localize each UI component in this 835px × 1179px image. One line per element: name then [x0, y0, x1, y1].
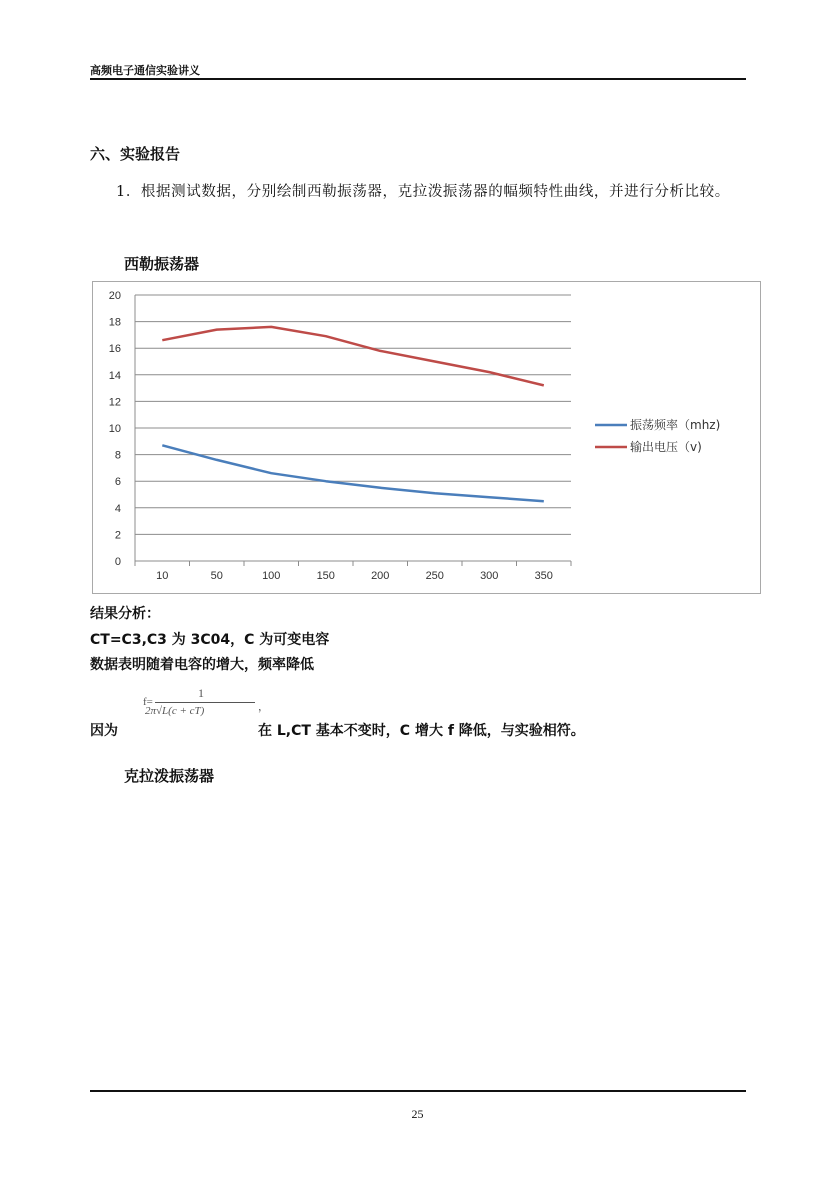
- section-heading: 六、实验报告: [90, 145, 181, 163]
- formula-lhs: f=: [143, 696, 153, 708]
- conclusion-text: 在 L,CT 基本不变时，C 增大 f 降低，与实验相符。: [258, 723, 585, 739]
- x-tick-label: 200: [371, 570, 390, 582]
- formula-comma: ，: [258, 701, 269, 713]
- line-chart: [92, 281, 761, 594]
- y-tick-label: 18: [108, 316, 121, 329]
- x-tick-label: 50: [210, 570, 223, 582]
- formula-fraction-bar: [155, 702, 255, 703]
- x-tick-label: 350: [534, 570, 553, 582]
- y-tick-label: 16: [108, 343, 121, 356]
- subheading-clapp: 克拉泼振荡器: [124, 767, 215, 785]
- x-tick-label: 100: [262, 570, 281, 582]
- x-tick-label: 150: [316, 570, 335, 582]
- y-tick-label: 2: [114, 529, 121, 542]
- y-tick-label: 14: [108, 369, 121, 382]
- analysis-line-3: 数据表明随着电容的增大，频率降低: [90, 657, 314, 673]
- because-label: 因为: [90, 723, 118, 739]
- y-tick-label: 6: [114, 476, 121, 489]
- header-rule: [90, 78, 746, 80]
- series-line-2: [162, 327, 544, 386]
- analysis-label: 结果分析：: [90, 606, 160, 622]
- legend-label: 振荡频率（mhz): [630, 418, 721, 432]
- frequency-formula: [140, 686, 269, 730]
- x-tick-label: 300: [480, 570, 499, 582]
- y-tick-label: 12: [108, 396, 121, 409]
- y-tick-label: 10: [108, 423, 121, 435]
- y-tick-label: 0: [114, 556, 121, 568]
- x-tick-label: 250: [425, 570, 444, 582]
- formula-denominator: 2π√L(c + cT): [145, 705, 205, 717]
- footer-rule: [90, 1090, 746, 1092]
- x-tick-label: 10: [156, 570, 169, 582]
- legend-label: 输出电压（v): [630, 440, 702, 454]
- page-number: 25: [411, 1107, 424, 1121]
- paragraph-1: 1．根据测试数据，分别绘制西勒振荡器，克拉泼振荡器的幅频特性曲线，并进行分析比较。: [116, 184, 730, 200]
- line-chart-svg: [93, 282, 760, 593]
- subheading-seiler: 西勒振荡器: [124, 255, 200, 273]
- series-line-1: [162, 445, 544, 501]
- y-tick-label: 4: [114, 502, 121, 515]
- analysis-line-2: CT=C3,C3 为 3C04，C 为可变电容: [90, 632, 330, 648]
- y-tick-label: 8: [114, 449, 121, 462]
- y-tick-label: 20: [108, 290, 121, 302]
- formula-numerator: 1: [198, 686, 204, 700]
- header-title: 高频电子通信实验讲义: [90, 64, 200, 77]
